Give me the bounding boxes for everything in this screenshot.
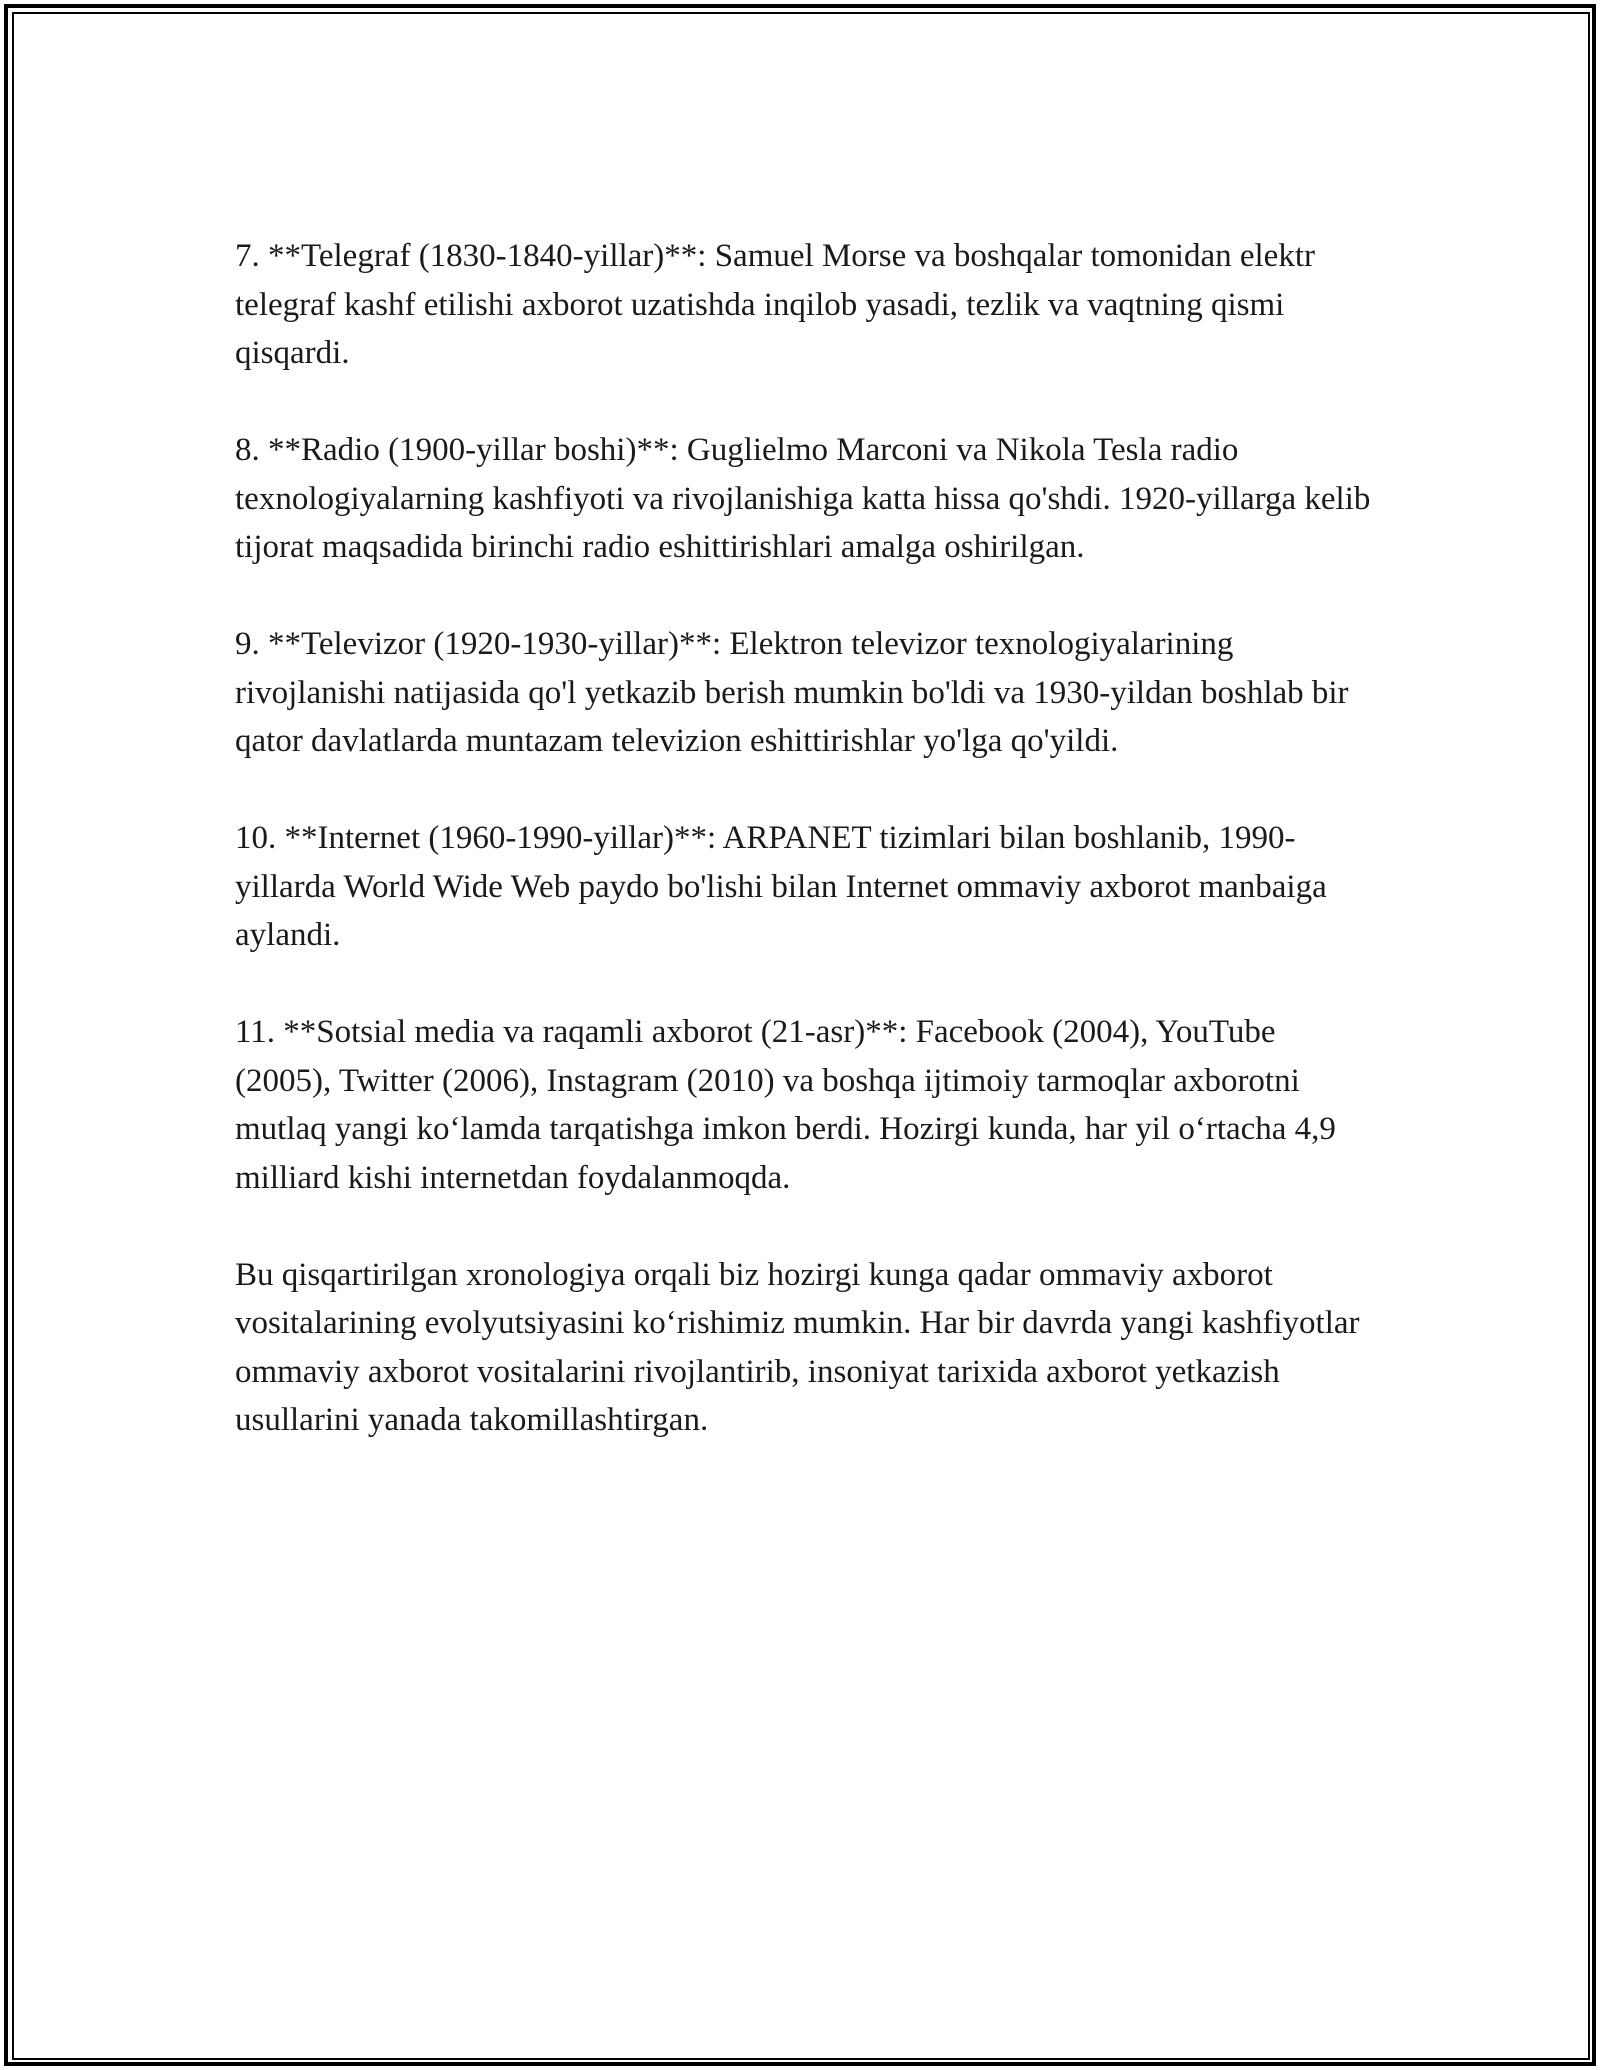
paragraph-internet: 10. **Internet (1960-1990-yillar)**: ARPANET tizimlari bilan boshlanib, 1990-yillarda World Wide Web paydo bo'lishi bilan Internet ommaviy axborot manbaiga aylandi. [235, 820, 1327, 953]
paragraph-conclusion: Bu qisqartirilgan xronologiya orqali biz hozirgi kunga qadar ommaviy axborot vositalarining evolyutsiyasini ko‘rishimiz mumkin. Har bir davrda yangi kashfiyotlar ommaviy axborot vositalarini rivojlantirib, insoniyat tarixida axborot yetkazish usullarini yanada takomillashtirgan. [235, 1256, 1360, 1438]
paragraph-social-media: 11. **Sotsial media va raqamli axborot (21-asr)**: Facebook (2004), YouTube (2005), Twitter (2006), Instagram (2010) va boshqa ijtimoiy tarmoqlar axborotni mutlaq yangi ko‘lamda tarqatishga imkon berdi. Hozirgi kunda, har yil o‘rtacha 4,9 milliard kishi internetdan foydalanmoqda. [235, 1014, 1336, 1196]
paragraph-radio: 8. **Radio (1900-yillar boshi)**: Guglielmo Marconi va Nikola Tesla radio texnologiyalarning kashfiyoti va rivojlanishiga katta hissa qo'shdi. 1920-yillarga kelib tijorat maqsadida birinchi radio eshittirishlari amalga oshirilgan. [235, 432, 1371, 565]
paragraph-televizor: 9. **Televizor (1920-1930-yillar)**: Elektron televizor texnologiyalarining rivojlanishi natijasida qo'l yetkazib berish mumkin bo'ldi va 1930-yildan boshlab bir qator davlatlarda muntazam televizion eshittirishlar yo'lga qo'yildi. [235, 626, 1349, 759]
paragraph-telegraf: 7. **Telegraf (1830-1840-yillar)**: Samuel Morse va boshqalar tomonidan elektr telegraf kashf etilishi axborot uzatishda inqilob yasadi, tezlik va vaqtning qismi qisqardi. [235, 238, 1315, 371]
document-body [235, 232, 1375, 1493]
